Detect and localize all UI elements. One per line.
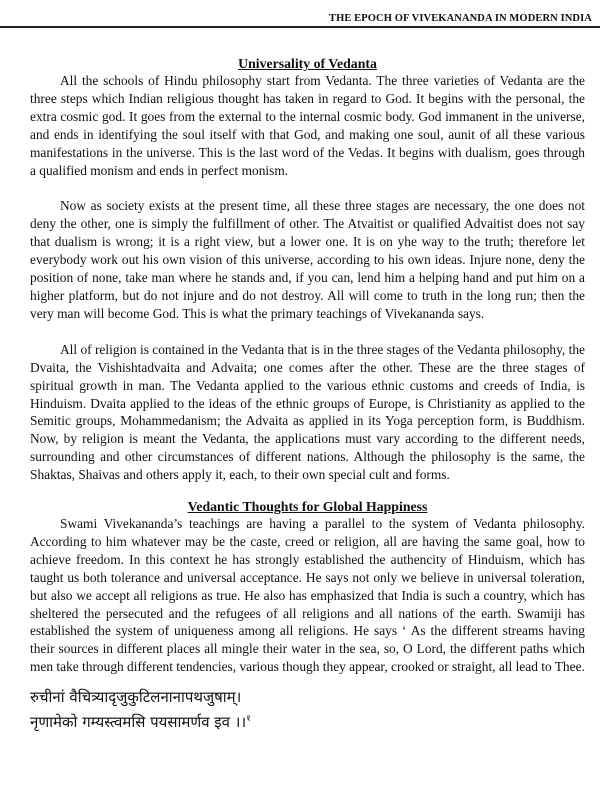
section-title-vedantic-thoughts: Vedantic Thoughts for Global Happiness xyxy=(187,499,428,515)
paragraph: All of religion is contained in the Vedanta that is in the three stages of the Vedanta philosophy, the Dvaita, the Vishishtadvaita and Advaita; one comes after the other. These are the three stages of spiritual growth in man. The Vedanta applied to the various ethnic customs and creeds of India, is Hinduism. Dvaita applied to the ideas of the ethnic groups of Europe, is Christianity as applied to the Semitic groups, Mohammedanism; the Advaita as applied in its Yoga perception form, is Buddhism. Now, by religion is meant the Vedanta, the applications must vary according to the different needs, surrounding and other circumstances of different nations. Although the philosophy is the same, the Shaktas, Shaivas and others apply it, each, to their own special cult and forms. xyxy=(30,341,585,483)
footnote-mark: १ xyxy=(246,714,251,725)
page-body xyxy=(30,55,585,733)
verse-line-2 xyxy=(30,708,585,733)
paragraph: All the schools of Hindu philosophy start from Vedanta. The three varieties of Vedanta are the three steps which Indian religious thought has taken in regard to God. It begins with the personal, the extra cosmic god. It goes from the external to the internal cosmic body. God immanent in the universe, and ends in identifying the soul itself with that God, and making one soul, aunit of all these various manifestations in the universe. This is the last word of the Vedas. It begins with dualism, goes through a qualified monism and ends in perfect monism. xyxy=(30,73,585,178)
running-head: THE EPOCH OF VIVEKANANDA IN MODERN INDIA xyxy=(328,13,592,24)
verse-line-1: रुचीनां वैचित्र्यादृजुकुटिलनानापथजुषाम्। xyxy=(30,688,242,707)
verse-line-2-text: नृणामेको गम्यस्त्वमसि पयसामर्णव इव ।। xyxy=(30,713,247,732)
paragraph: Now as society exists at the present time, all these three stages are necessary, the one does not deny the other, one is simply the fulfillment of other. The Atvaitist or qualified Advaitist does not say that dualism is wrong; it is a right view, but a lower one. It is on yhe way to the truth; therefore let everybody work out his own vision of this universe, according to his own ideas. Injure none, deny the position of none, take man where he stands and, if you can, lend him a helping hand and put him on a higher platform, but do not injure and do not destroy. All will come to truth in the long run; then the very man will become God. This is what the primary teachings of Vivekananda says. xyxy=(30,198,585,321)
paragraph: Swami Vivekananda’s teachings are having a parallel to the system of Vedanta philosophy. According to him whatever may be the caste, creed or religion, all are having the same goal, how to achieve freedom. In this context he has strongly established the authencity of Hinduism, which has taught us both tolerance and universal acceptance. He says not only we believe in universal toleration, but also we accept all religions as true. He also has emphasized that India is such a country, which has sheltered the persecuted and the refugees of all religions and all nations of the earth. Swamiji has established the system of uniqueness among all religions. He says ‘ As the different streams having their sources in different places all mingle their water in the sea, so, O Lord, the different paths which men take through different tendencies, various though they appear, crooked or straight, all lead to Thee. xyxy=(30,516,585,675)
section-title-universality: Universality of Vedanta xyxy=(238,56,377,71)
page-header xyxy=(0,4,600,28)
sanskrit-verse xyxy=(30,686,585,733)
